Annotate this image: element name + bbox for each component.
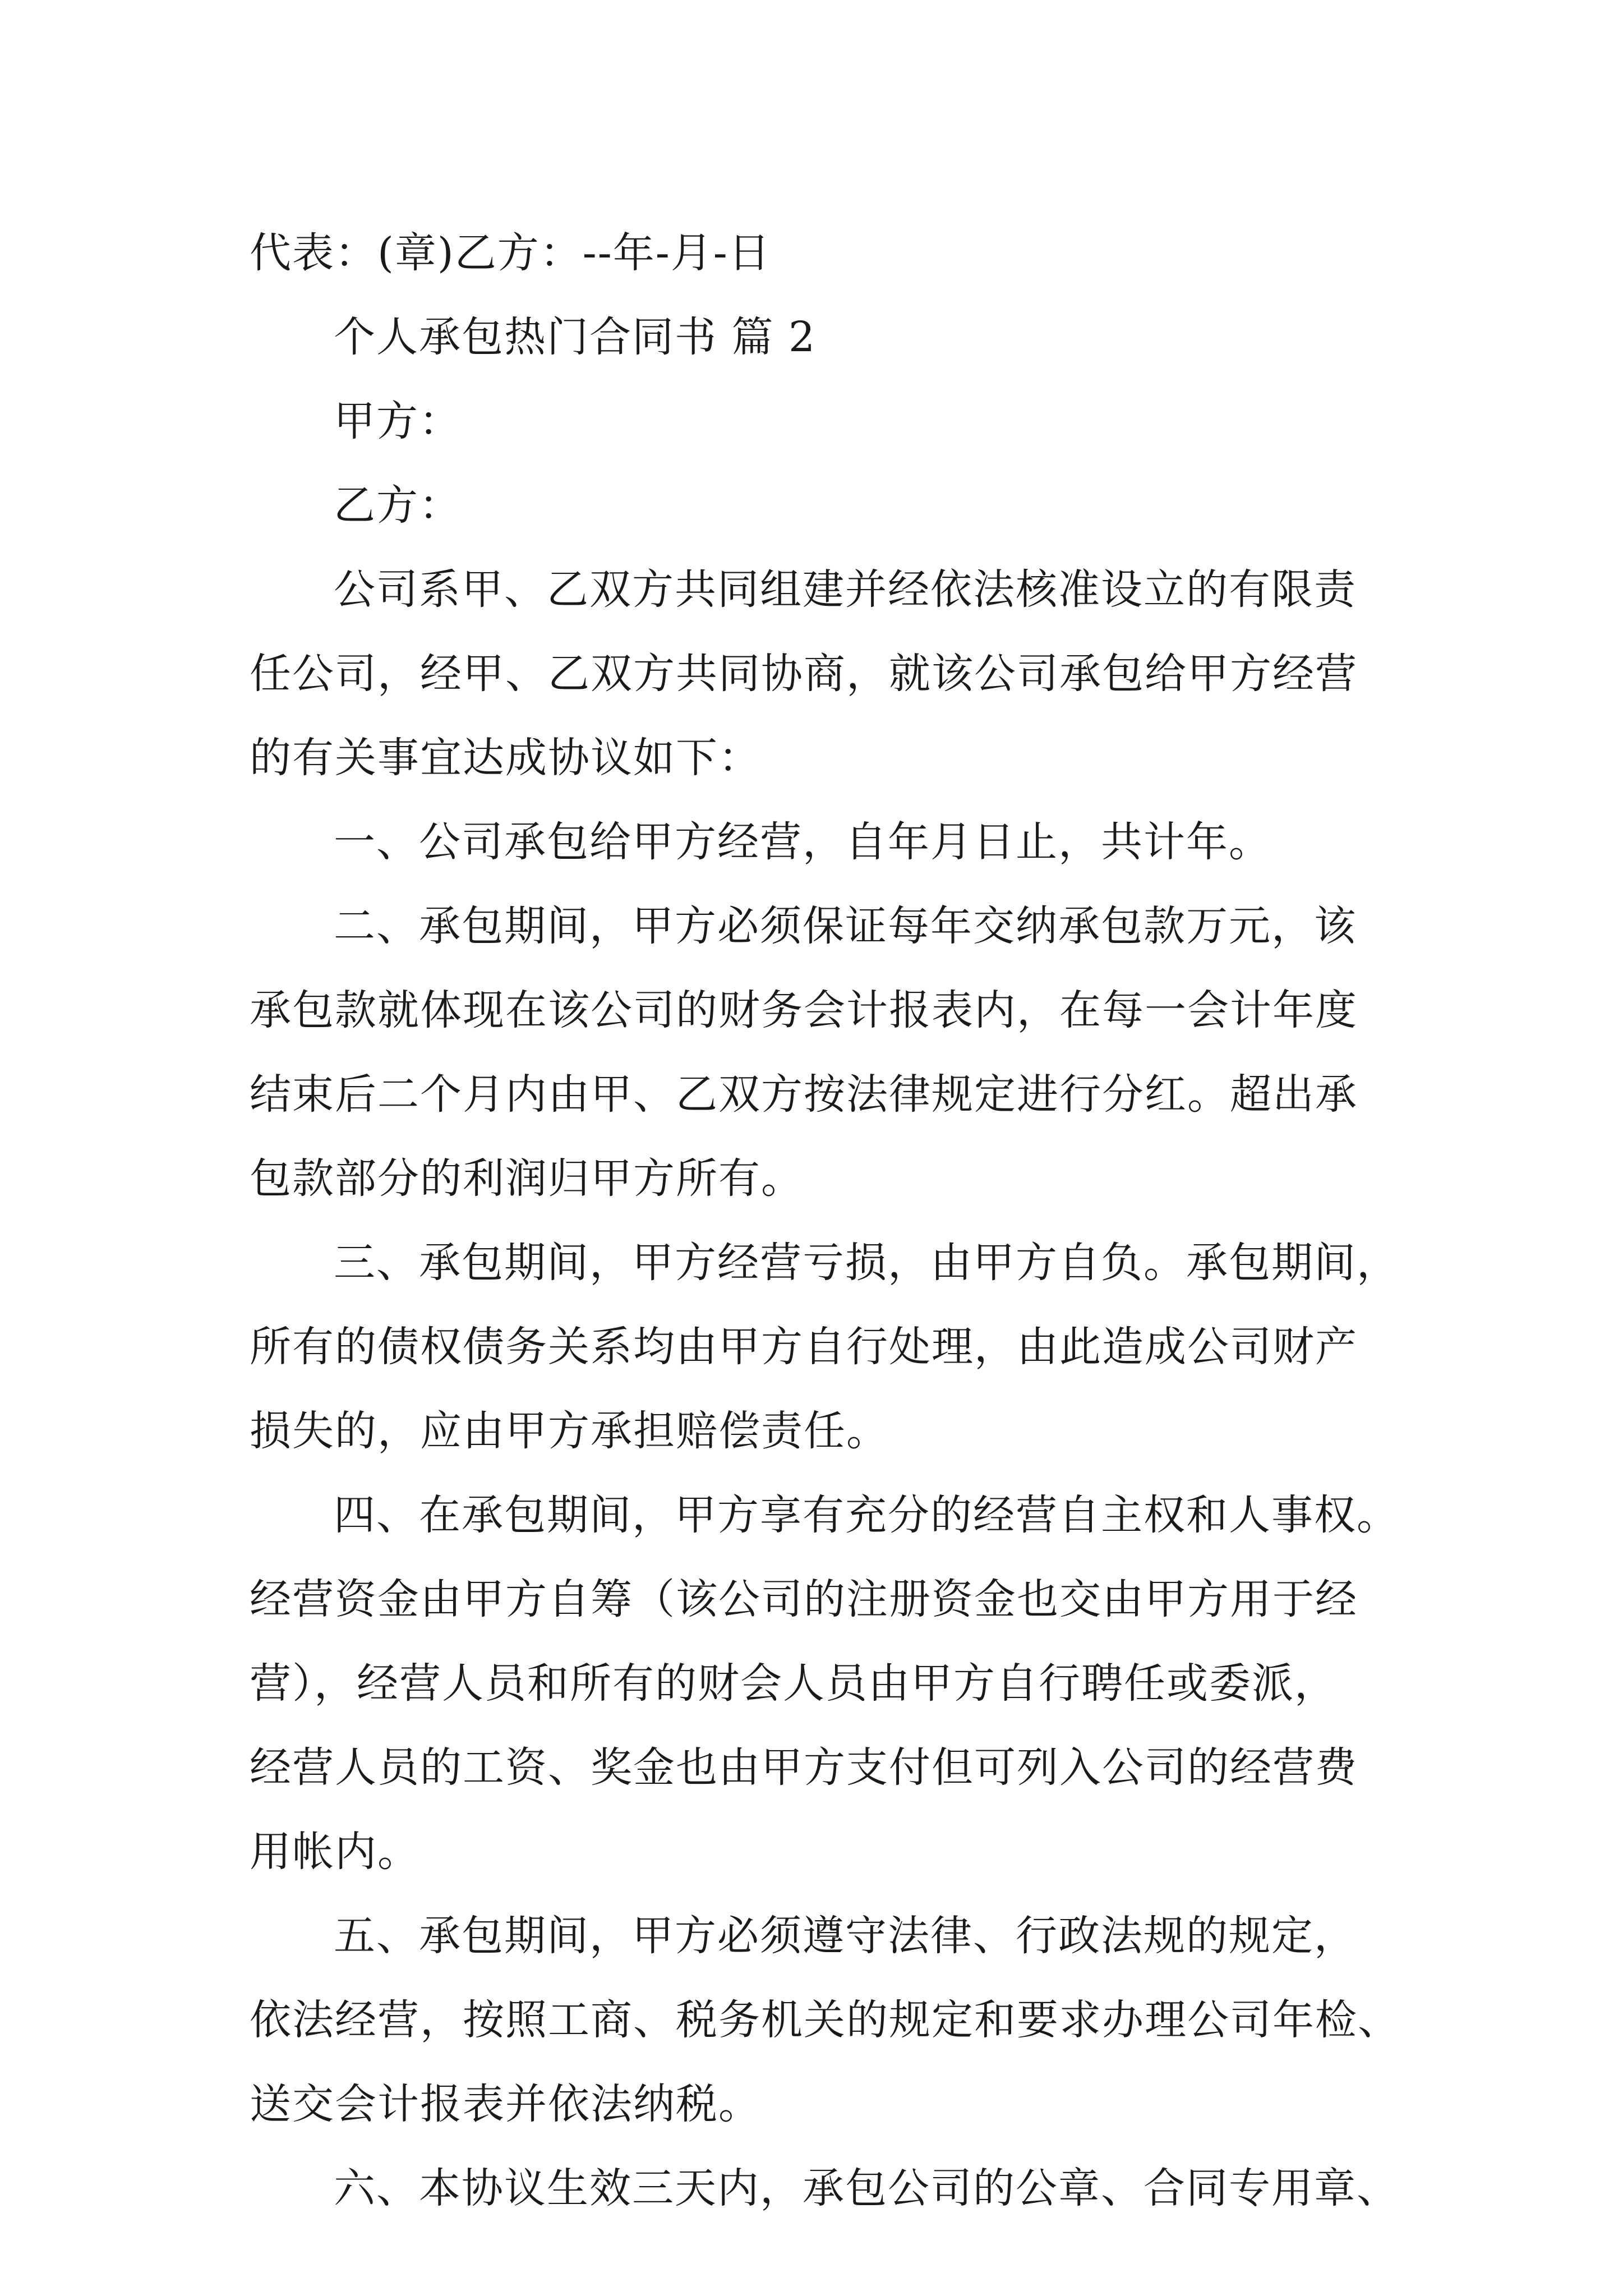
document-line: 承包款就体现在该公司的财务会计报表内，在每一会计年度 [250, 986, 1358, 1034]
document-line: 送交会计报表并依法纳税。 [250, 2080, 761, 2128]
document-line: 代表：(章)乙方：--年-月-日 [250, 229, 771, 277]
document-line: 的有关事宜达成协议如下： [250, 734, 761, 782]
document-line: 经营人员的工资、奖金也由甲方支付但可列入公司的经营费 [250, 1743, 1358, 1792]
clause-6: 六、本协议生效三天内，承包公司的公章、合同专用章、 [334, 2164, 1399, 2212]
clause-2: 二、承包期间，甲方必须保证每年交纳承包款万元，该 [334, 902, 1357, 950]
document-line: 营），经营人员和所有的财会人员由甲方自行聘任或委派， [250, 1659, 1337, 1708]
document-line: 损失的，应由甲方承担赔偿责任。 [250, 1407, 889, 1455]
clause-5: 五、承包期间，甲方必须遵守法律、行政法规的规定， [334, 1912, 1357, 1960]
document-line: 所有的债权债务关系均由甲方自行处理，由此造成公司财产 [250, 1323, 1358, 1371]
document-line: 结束后二个月内由甲、乙双方按法律规定进行分红。超出承 [250, 1070, 1358, 1119]
clause-4: 四、在承包期间，甲方享有充分的经营自主权和人事权。 [334, 1491, 1399, 1539]
document-line: 依法经营，按照工商、税务机关的规定和要求办理公司年检、 [250, 1996, 1400, 2044]
clause-3: 三、承包期间，甲方经营亏损，由甲方自负。承包期间， [334, 1239, 1399, 1287]
document-line: 任公司，经甲、乙双方共同协商，就该公司承包给甲方经营 [250, 650, 1358, 698]
party-b-label: 乙方： [334, 481, 462, 530]
document-line: 经营资金由甲方自筹（该公司的注册资金也交由甲方用于经 [250, 1575, 1358, 1623]
document-line: 包款部分的利润归甲方所有。 [250, 1154, 804, 1203]
document-line: 公司系甲、乙双方共同组建并经依法核准设立的有限责 [334, 565, 1357, 614]
document-heading: 个人承包热门合同书 篇 2 [334, 313, 817, 361]
clause-1: 一、公司承包给甲方经营，自年月日止，共计年。 [334, 818, 1271, 866]
document-line: 用帐内。 [250, 1828, 420, 1876]
document-page [250, 211, 1400, 2230]
party-a-label: 甲方： [334, 397, 462, 445]
